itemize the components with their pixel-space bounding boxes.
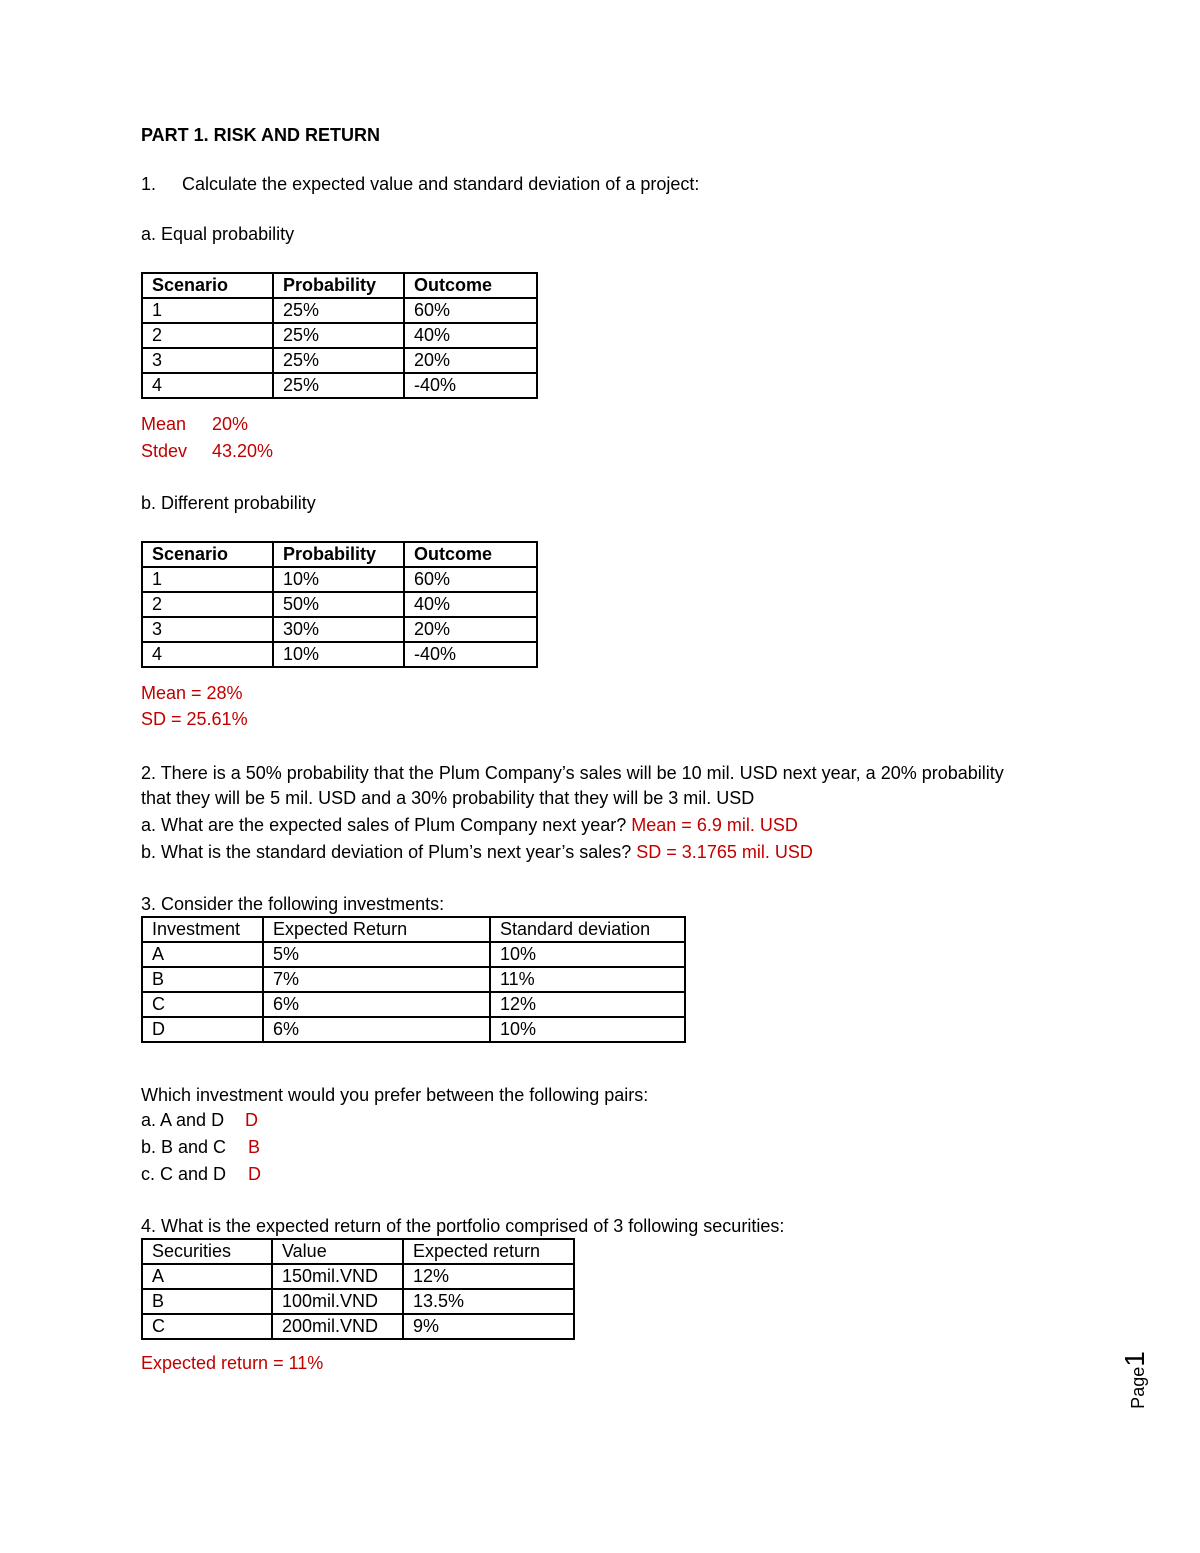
header-cell: Outcome <box>404 273 537 298</box>
table-header-row <box>142 273 537 298</box>
header-cell: Expected return <box>403 1239 574 1264</box>
stdev-label: Stdev <box>141 441 188 461</box>
q2b-answer: SD = 3.1765 mil. USD <box>636 842 813 862</box>
q3-pair-c <box>141 1163 261 1185</box>
mean-label: Mean <box>141 414 187 434</box>
table-row <box>142 642 537 667</box>
q4-answer: Expected return = 11% <box>141 1353 324 1373</box>
q3-table <box>141 916 686 1043</box>
table-cell: C <box>142 1314 272 1339</box>
table-row <box>142 348 537 373</box>
table-row <box>142 942 685 967</box>
table-cell: 10% <box>490 942 685 967</box>
page-label: Page <box>1128 1366 1148 1409</box>
table-cell: 2 <box>142 323 273 348</box>
header-cell: Probability <box>273 273 404 298</box>
table-cell: 25% <box>273 373 404 398</box>
q1b-sd: SD = 25.61% <box>141 709 248 729</box>
table-row <box>142 1314 574 1339</box>
table-cell: 40% <box>404 323 537 348</box>
table-cell: 10% <box>273 567 404 592</box>
q2-line2: that they will be 5 mil. USD and a 30% probability that they will be 3 mil. USD <box>141 788 755 808</box>
table-cell: 60% <box>404 298 537 323</box>
header-cell: Value <box>272 1239 403 1264</box>
header-cell: Scenario <box>142 542 273 567</box>
table-header-row <box>142 1239 574 1264</box>
table-header-row <box>142 542 537 567</box>
pair-text: a. A and D <box>141 1110 225 1130</box>
q4-title: 4. What is the expected return of the portfolio comprised of 3 following securities: <box>141 1216 785 1236</box>
table-cell: A <box>142 1264 272 1289</box>
table-header-row <box>142 917 685 942</box>
q1a-table <box>141 272 538 399</box>
table-row <box>142 617 537 642</box>
pair-answer: D <box>248 1164 261 1184</box>
table-row <box>142 298 537 323</box>
table-cell: 6% <box>263 1017 490 1042</box>
part-title: PART 1. RISK AND RETURN <box>141 125 381 145</box>
header-cell: Standard deviation <box>490 917 685 942</box>
q4-table <box>141 1238 575 1340</box>
table-row <box>142 373 537 398</box>
table-row <box>142 323 537 348</box>
header-cell: Securities <box>142 1239 272 1264</box>
q1-number: 1. <box>141 174 157 194</box>
q2b-text: b. What is the standard deviation of Plum’s next year’s sales? <box>141 842 632 862</box>
q1b-label: b. Different probability <box>141 493 316 513</box>
table-cell: 9% <box>403 1314 574 1339</box>
table-row <box>142 592 537 617</box>
pair-answer: D <box>245 1110 258 1130</box>
table-cell: 100mil.VND <box>272 1289 403 1314</box>
table-cell: -40% <box>404 373 537 398</box>
table-cell: B <box>142 1289 272 1314</box>
q1a-mean <box>141 413 248 435</box>
table-cell: 4 <box>142 373 273 398</box>
table-cell: 200mil.VND <box>272 1314 403 1339</box>
q3-pair-b <box>141 1136 260 1158</box>
q3-pair-a <box>141 1109 258 1131</box>
header-cell: Investment <box>142 917 263 942</box>
table-cell: 10% <box>273 642 404 667</box>
table-cell: 20% <box>404 348 537 373</box>
q1-text: Calculate the expected value and standard deviation of a project: <box>182 174 700 194</box>
table-cell: 150mil.VND <box>272 1264 403 1289</box>
table-cell: 25% <box>273 323 404 348</box>
header-cell: Probability <box>273 542 404 567</box>
table-cell: 1 <box>142 298 273 323</box>
table-cell: 20% <box>404 617 537 642</box>
table-cell: 60% <box>404 567 537 592</box>
q1a-label: a. Equal probability <box>141 224 295 244</box>
table-cell: 1 <box>142 567 273 592</box>
table-row <box>142 1017 685 1042</box>
q2a-text: a. What are the expected sales of Plum Company next year? <box>141 815 627 835</box>
table-cell: 12% <box>490 992 685 1017</box>
mean-value: 20% <box>212 414 249 434</box>
q2a-answer: Mean = 6.9 mil. USD <box>631 815 798 835</box>
q2-line1: 2. There is a 50% probability that the Plum Company’s sales will be 10 mil. USD next year, a 20% probability <box>141 763 1004 783</box>
pair-text: c. C and D <box>141 1164 227 1184</box>
table-cell: 40% <box>404 592 537 617</box>
table-cell: 3 <box>142 348 273 373</box>
pair-text: b. B and C <box>141 1137 227 1157</box>
table-row <box>142 567 537 592</box>
table-cell: 5% <box>263 942 490 967</box>
pair-answer: B <box>248 1137 261 1157</box>
table-row <box>142 1264 574 1289</box>
table-cell: 11% <box>490 967 685 992</box>
table-cell: C <box>142 992 263 1017</box>
table-cell: 50% <box>273 592 404 617</box>
table-cell: 12% <box>403 1264 574 1289</box>
table-cell: -40% <box>404 642 537 667</box>
q2b <box>141 841 813 863</box>
q2a <box>141 814 798 836</box>
table-row <box>142 967 685 992</box>
table-cell: 10% <box>490 1017 685 1042</box>
table-cell: 2 <box>142 592 273 617</box>
table-cell: 4 <box>142 642 273 667</box>
table-cell: D <box>142 1017 263 1042</box>
header-cell: Expected Return <box>263 917 490 942</box>
table-row <box>142 1289 574 1314</box>
q1b-table <box>141 541 538 668</box>
table-cell: 13.5% <box>403 1289 574 1314</box>
table-cell: 30% <box>273 617 404 642</box>
header-cell: Outcome <box>404 542 537 567</box>
table-row <box>142 992 685 1017</box>
table-cell: 7% <box>263 967 490 992</box>
table-cell: A <box>142 942 263 967</box>
header-cell: Scenario <box>142 273 273 298</box>
stdev-value: 43.20% <box>212 441 274 461</box>
page-number <box>1110 1345 1160 1415</box>
table-cell: B <box>142 967 263 992</box>
q1a-stdev <box>141 440 273 462</box>
table-cell: 3 <box>142 617 273 642</box>
q1b-mean: Mean = 28% <box>141 683 243 703</box>
table-cell: 25% <box>273 348 404 373</box>
q3-question: Which investment would you prefer between the following pairs: <box>141 1085 649 1105</box>
q1-prompt <box>141 173 699 195</box>
table-cell: 6% <box>263 992 490 1017</box>
table-cell: 25% <box>273 298 404 323</box>
page-number-value: 1 <box>1119 1351 1150 1367</box>
q3-title: 3. Consider the following investments: <box>141 894 445 914</box>
